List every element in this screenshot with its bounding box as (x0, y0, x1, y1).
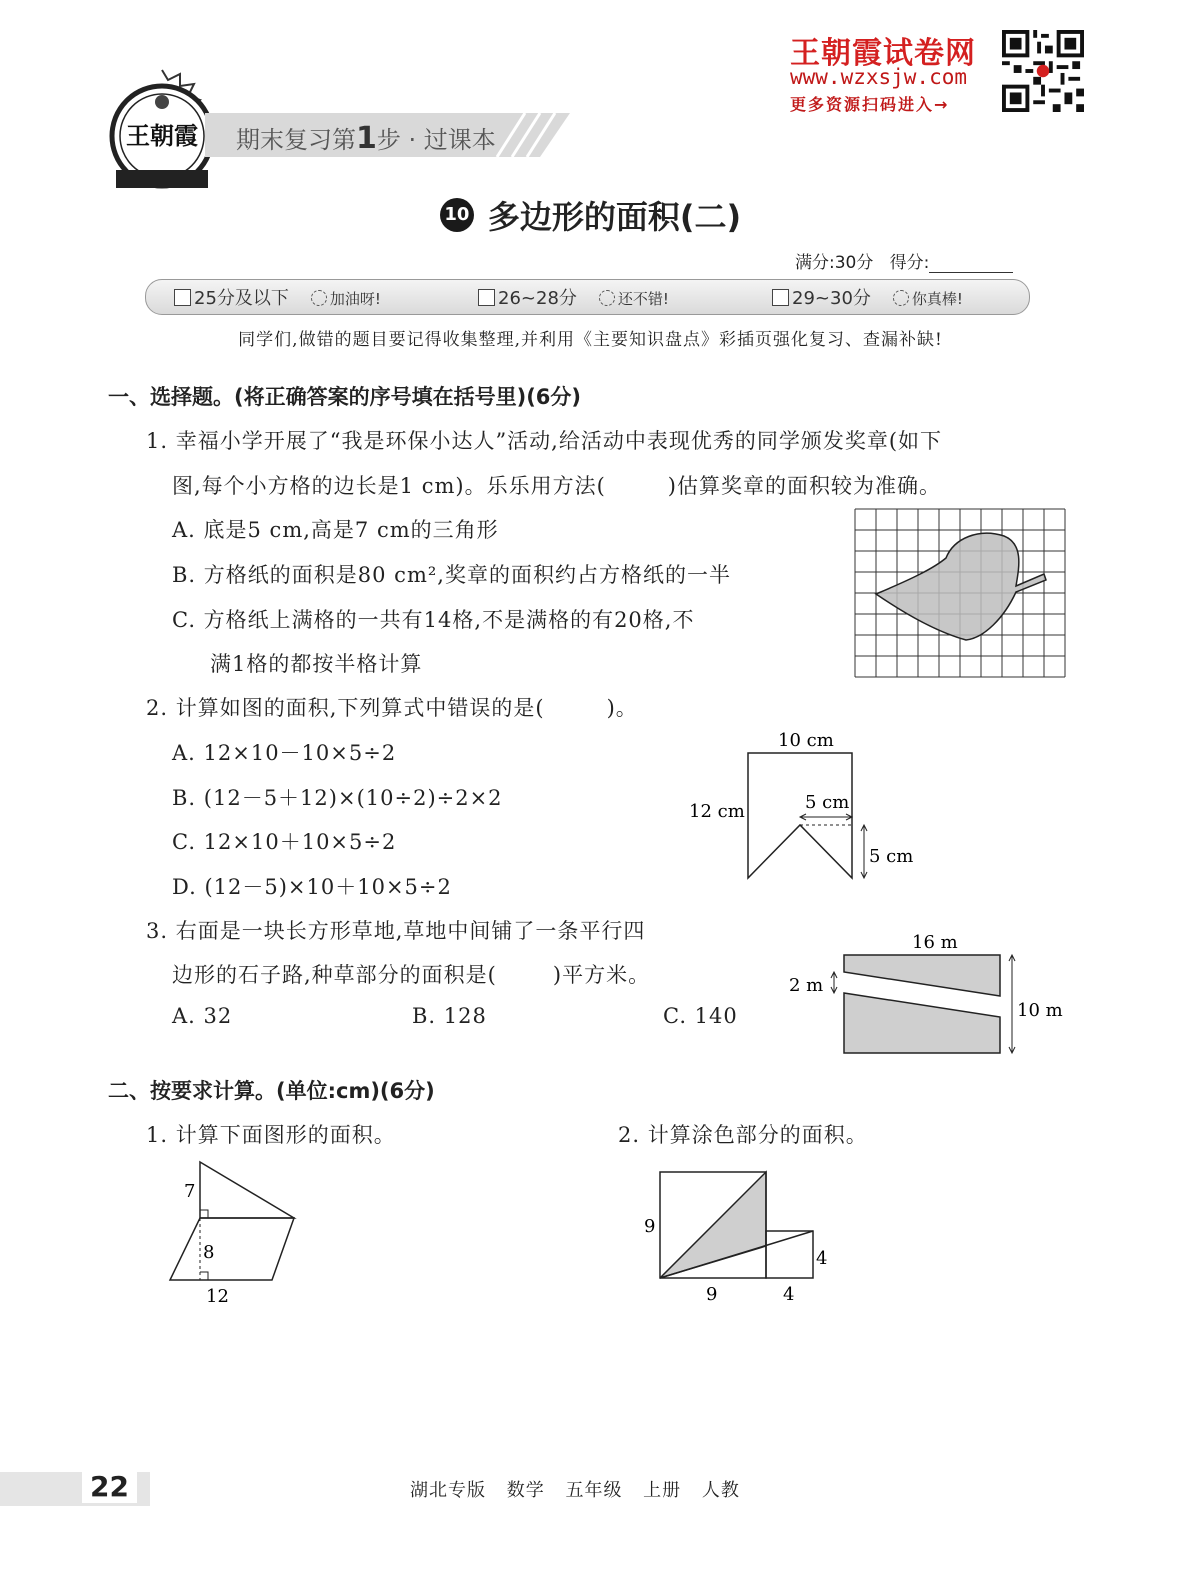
q1-option-b[interactable]: B. 方格纸的面积是80 cm²,奖章的面积约占方格纸的一半 (172, 563, 731, 587)
brand-name: 王朝霞试卷网 (790, 36, 976, 71)
q1-option-a[interactable]: A. 底是5 cm,高是7 cm的三角形 (172, 518, 499, 542)
q3-option-a[interactable]: A. 32 (172, 1004, 233, 1028)
q1-option-c-cont: 满1格的都按半格计算 (210, 652, 423, 676)
q3-line2: 边形的石子路,种草部分的面积是( )平方米。 (172, 963, 651, 987)
banner-title: 期末复习第1步 · 过课本 (236, 121, 496, 156)
title-text: 多边形的面积(二) (487, 198, 742, 236)
q3-line1: 3. 右面是一块长方形草地,草地中间铺了一条平行四 (146, 919, 646, 943)
full-score: 满分:30分 (795, 253, 874, 273)
s2-q2-figure (636, 1160, 836, 1310)
got-score-label: 得分: (889, 253, 930, 273)
qr-code-icon[interactable] (1002, 30, 1084, 112)
label-triangle-height: 7 (184, 1181, 196, 1202)
q1-leaf-grid-figure (854, 508, 1066, 678)
face-icon (893, 290, 909, 306)
label-left: 12 cm (689, 801, 745, 822)
q2-stem: 2. 计算如图的面积,下列算式中错误的是( )。 (146, 696, 638, 720)
q2-pennant-figure (680, 725, 920, 890)
logo-text: 王朝霞 (126, 121, 198, 150)
label-top: 10 cm (778, 730, 834, 751)
grade-option[interactable]: 26~28分 还不错! (478, 284, 669, 310)
grade-option[interactable]: 29~30分 你真棒! (772, 284, 963, 310)
footer-edition: 湖北专版 数学 五年级 上册 人教 (410, 1480, 740, 1501)
q3-option-c[interactable]: C. 140 (663, 1004, 738, 1028)
label-parallelogram-height: 8 (203, 1242, 215, 1263)
section2-heading: 二、按要求计算。(单位:cm)(6分) (108, 1079, 435, 1103)
grade-option[interactable]: 25分及以下 加油呀! (174, 284, 381, 310)
q3-lawn-figure (780, 928, 1070, 1058)
face-icon (599, 290, 615, 306)
brand-url: www.wzxsjw.com (790, 65, 968, 89)
brand-more: 更多资源扫码进入→ (790, 95, 950, 114)
label-notch-height: 5 cm (869, 846, 914, 867)
q2-option-b[interactable]: B. (12－5＋12)×(10÷2)÷2×2 (172, 786, 503, 810)
label-notch-width: 5 cm (805, 792, 850, 813)
page-number: 22 (82, 1470, 137, 1503)
s2-q1-stem: 1. 计算下面图形的面积。 (146, 1123, 396, 1147)
s2-q2-stem: 2. 计算涂色部分的面积。 (618, 1123, 868, 1147)
grade-bar (145, 279, 1030, 315)
lesson-number-badge: 10 (440, 198, 474, 232)
checkbox-icon[interactable] (478, 289, 495, 306)
section1-heading: 一、选择题。(将正确答案的序号填在括号里)(6分) (108, 385, 582, 409)
checkbox-icon[interactable] (174, 289, 191, 306)
label-path-width: 2 m (789, 975, 824, 996)
label-small-side: 4 (816, 1248, 828, 1269)
label-right: 10 m (1017, 1000, 1063, 1021)
q3-option-b[interactable]: B. 128 (412, 1004, 487, 1028)
q2-option-d[interactable]: D. (12－5)×10＋10×5÷2 (172, 875, 452, 899)
face-icon (311, 290, 327, 306)
label-big-side: 9 (644, 1216, 656, 1237)
s2-q1-figure (160, 1150, 320, 1310)
page-title (0, 192, 1181, 238)
q1-line2: 图,每个小方格的边长是1 cm)。乐乐用方法( )估算奖章的面积较为准确。 (172, 474, 941, 498)
q2-option-a[interactable]: A. 12×10－10×5÷2 (172, 741, 397, 765)
score-line (795, 248, 1013, 273)
checkbox-icon[interactable] (772, 289, 789, 306)
q1-line1: 1. 幸福小学开展了“我是环保小达人”活动,给活动中表现优秀的同学颁发奖章(如下 (146, 429, 943, 453)
q2-option-c[interactable]: C. 12×10＋10×5÷2 (172, 830, 397, 854)
label-small-bottom: 4 (783, 1284, 795, 1305)
label-top: 16 m (912, 932, 958, 953)
score-blank[interactable] (929, 254, 1013, 273)
publisher-logo (108, 66, 216, 194)
label-base: 12 (206, 1286, 229, 1307)
label-big-bottom: 9 (706, 1284, 718, 1305)
reminder-text: 同学们,做错的题目要记得收集整理,并利用《主要知识盘点》彩插页强化复习、查漏补缺! (238, 330, 943, 350)
q1-option-c[interactable]: C. 方格纸上满格的一共有14格,不是满格的有20格,不 (172, 608, 695, 632)
